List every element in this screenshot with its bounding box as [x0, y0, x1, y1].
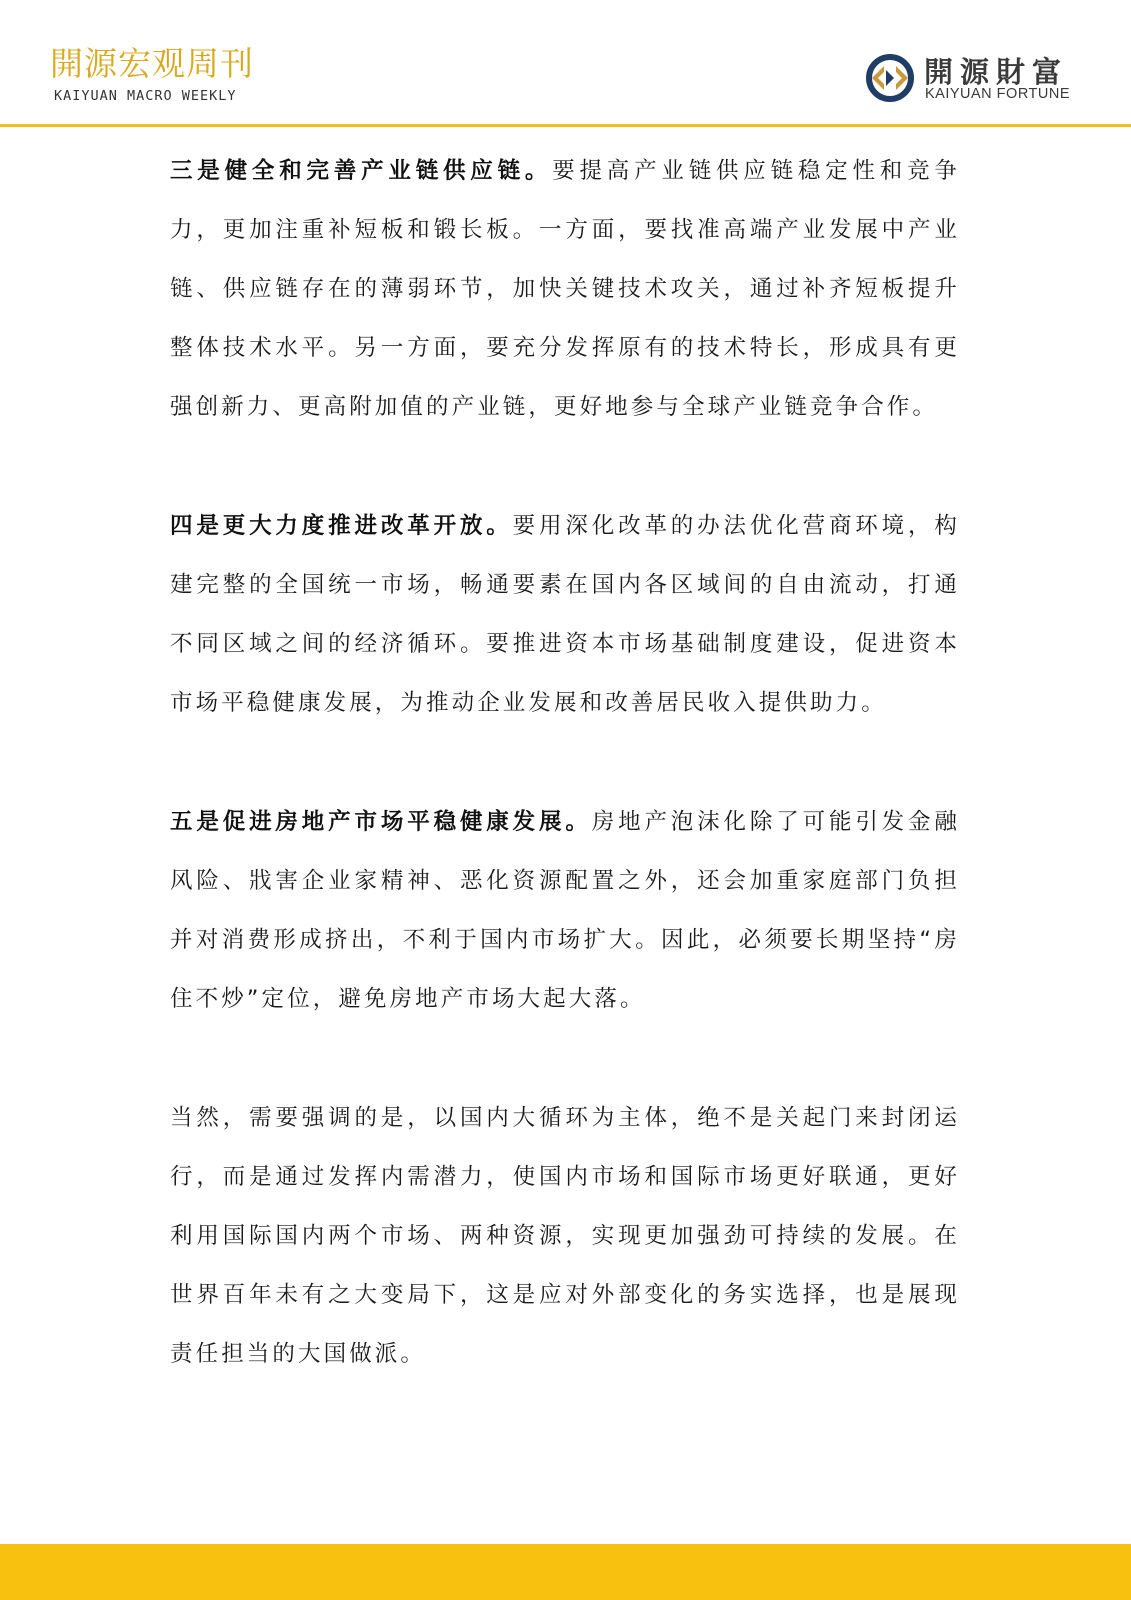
page-header	[0, 0, 1131, 126]
header-divider	[0, 124, 1131, 127]
paragraph-text: 房地产泡沫化除了可能引发金融风险、戕害企业家精神、恶化资源配置之外，还会加重家庭部门负担并对消费形成挤出，不利于国内市场扩大。因此，必须要长期坚持“房住不炒”定位，避免房地产市场大起大落。	[170, 809, 960, 1012]
footer-bar	[0, 1544, 1131, 1600]
publication-subtitle: KAIYUAN MACRO WEEKLY	[54, 88, 237, 104]
paragraph-text: 当然，需要强调的是，以国内大循环为主体，绝不是关起门来封闭运行，而是通过发挥内需潜力，使国内市场和国际市场更好联通，更好利用国际国内两个市场、两种资源，实现更加强劲可持续的发展。在世界百年未有之大变局下，这是应对外部变化的务实选择，也是展现责任担当的大国做派。	[170, 1105, 960, 1367]
company-logo	[864, 48, 1094, 108]
article-body	[170, 142, 960, 1444]
kaiyuan-fortune-logo-icon	[864, 52, 916, 104]
publication-title: 開源宏观周刊	[50, 44, 254, 83]
paragraph-lead: 三是健全和完善产业链供应链。	[170, 158, 553, 184]
paragraph	[170, 1089, 960, 1384]
paragraph	[170, 142, 960, 437]
paragraph	[170, 497, 960, 733]
paragraph-text: 要用深化改革的办法优化营商环境，构建完整的全国统一市场，畅通要素在国内各区域间的自由流动，打通不同区域之间的经济循环。要推进资本市场基础制度建设，促进资本市场平稳健康发展，为推动企业发展和改善居民收入提供助力。	[170, 513, 960, 716]
logo-name-en: KAIYUAN FORTUNE	[925, 86, 1071, 102]
paragraph-lead: 五是促进房地产市场平稳健康发展。	[170, 809, 592, 835]
logo-name-cn: 開源財富	[924, 55, 1069, 89]
paragraph-text: 要提高产业链供应链稳定性和竞争力，更加注重补短板和锻长板。一方面，要找准高端产业发展中产业链、供应链存在的薄弱环节，加快关键技术攻关，通过补齐短板提升整体技术水平。另一方面，要充分发挥原有的技术特长，形成具有更强创新力、更高附加值的产业链，更好地参与全球产业链竞争合作。	[170, 158, 960, 420]
paragraph-lead: 四是更大力度推进改革开放。	[170, 513, 513, 539]
paragraph	[170, 793, 960, 1029]
